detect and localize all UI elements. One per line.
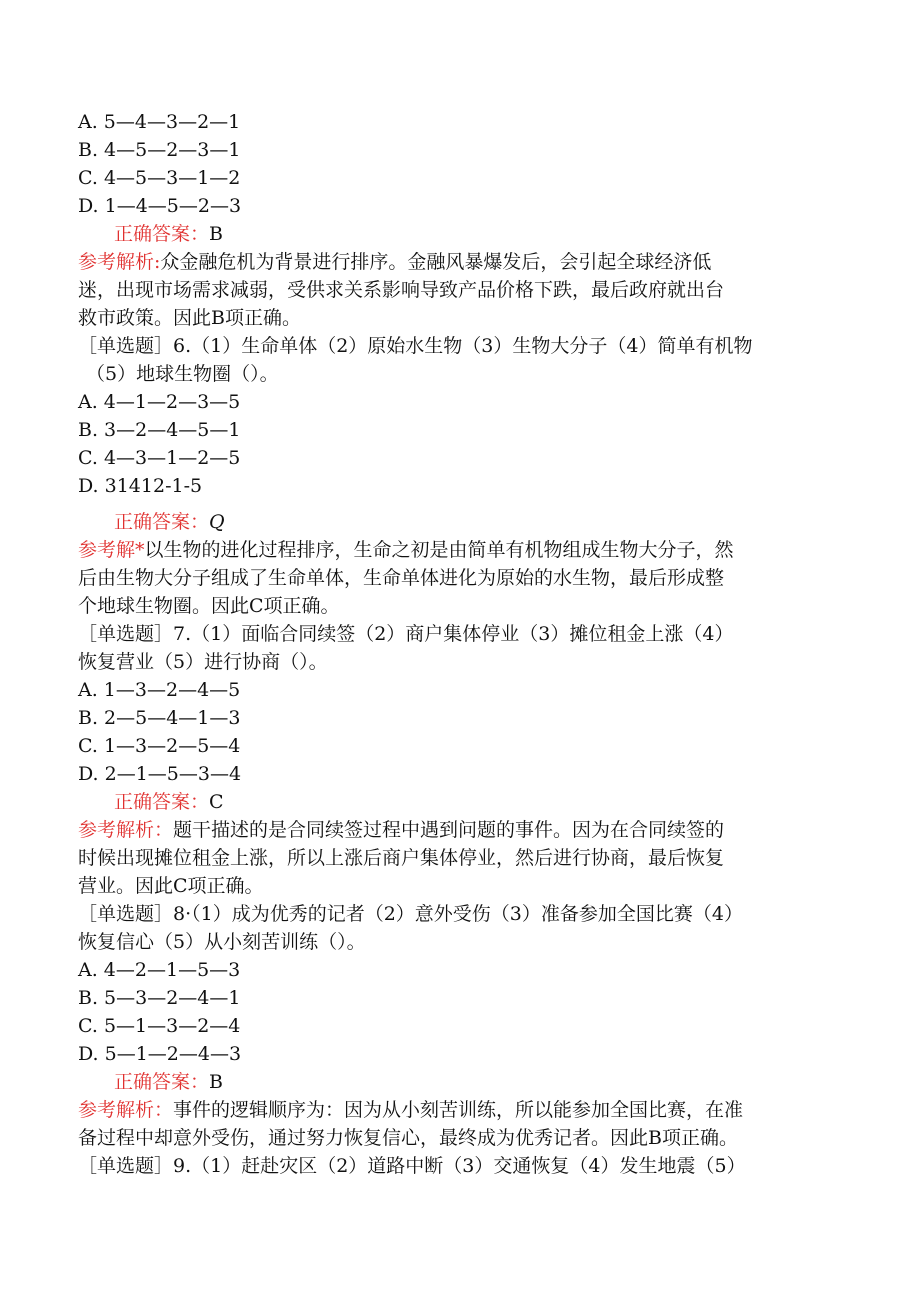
answer-label: 正确答案： bbox=[114, 791, 210, 813]
correct-answer bbox=[78, 508, 878, 536]
question-stem-line-1: ［单选题］6.（1）生命单体（2）原始水生物（3）生物大分子（4）简单有机物 bbox=[78, 335, 753, 357]
option-c: C. 4—5—3—1—2 bbox=[78, 167, 241, 189]
analysis-line-1 bbox=[78, 536, 878, 564]
question-stem-line-1: ［单选题］9.（1）赶赴灾区（2）道路中断（3）交通恢复（4）发生地震（5） bbox=[78, 1155, 746, 1177]
option-d: D. 1—4—5—2—3 bbox=[78, 195, 242, 217]
analysis-label: 参考解析： bbox=[78, 1099, 174, 1121]
analysis-line-2: 时候出现摊位租金上涨，所以上涨后商户集体停业，然后进行协商，最后恢复 bbox=[78, 847, 725, 869]
correct-answer bbox=[78, 220, 878, 248]
analysis-line-1 bbox=[78, 816, 878, 844]
analysis-line-2: 备过程中却意外受伤，通过努力恢复信心，最终成为优秀记者。因此B项正确。 bbox=[78, 1127, 738, 1149]
option-d: D. 31412-1-5 bbox=[78, 475, 203, 497]
answer-value: Q bbox=[209, 511, 225, 533]
analysis-text: 众金融危机为背景进行排序。金融风暴爆发后，会引起全球经济低 bbox=[160, 251, 712, 273]
analysis-line-2: 迷，出现市场需求减弱，受供求关系影响导致产品价格下跌，最后政府就出台 bbox=[78, 279, 725, 301]
answer-label: 正确答案： bbox=[114, 1071, 210, 1093]
question-stem-line-2: 恢复营业（5）进行协商（）。 bbox=[78, 651, 328, 673]
question-stem-line-1: ［单选题］7.（1）面临合同续签（2）商户集体停业（3）摊位租金上涨（4） bbox=[78, 623, 734, 645]
correct-answer bbox=[78, 788, 878, 816]
question-stem-line-1: ［单选题］8·（1）成为优秀的记者（2）意外受伤（3）准备参加全国比赛（4） bbox=[78, 903, 743, 925]
option-d: D. 2—1—5—3—4 bbox=[78, 763, 242, 785]
option-d: D. 5—1—2—4—3 bbox=[78, 1043, 242, 1065]
analysis-line-3: 救市政策。因此B项正确。 bbox=[78, 307, 301, 329]
answer-label: 正确答案： bbox=[114, 511, 210, 533]
question-7 bbox=[78, 620, 878, 900]
analysis-line-3: 营业。因此C项正确。 bbox=[78, 875, 264, 897]
option-a: A. 4—2—1—5—3 bbox=[78, 959, 241, 981]
option-b: B. 4—5—2—3—1 bbox=[78, 139, 241, 161]
option-c: C. 5—1—3—2—4 bbox=[78, 1015, 241, 1037]
question-stem-line-2: 恢复信心（5）从小刻苦训练（）。 bbox=[78, 931, 366, 953]
question-stem-line-2: （5）地球生物圈（）。 bbox=[86, 363, 279, 385]
analysis-label: 参考解* bbox=[78, 539, 145, 561]
option-c: C. 4—3—1—2—5 bbox=[78, 447, 241, 469]
analysis-line-3: 个地球生物圈。因此C项正确。 bbox=[78, 595, 340, 617]
option-b: B. 5—3—2—4—1 bbox=[78, 987, 241, 1009]
option-a: A. 4—1—2—3—5 bbox=[78, 391, 241, 413]
prev-question bbox=[78, 108, 878, 332]
answer-value: B bbox=[209, 1071, 223, 1093]
analysis-label: 参考解析: bbox=[78, 251, 161, 273]
answer-value: C bbox=[209, 791, 224, 813]
analysis-label: 参考解析： bbox=[78, 819, 174, 841]
analysis-line-1 bbox=[78, 248, 878, 276]
answer-value: B bbox=[209, 223, 223, 245]
analysis-text: 题干描述的是合同续签过程中遇到问题的事件。因为在合同续签的 bbox=[173, 819, 725, 841]
option-a: A. 1—3—2—4—5 bbox=[78, 679, 241, 701]
option-a: A. 5—4—3—2—1 bbox=[78, 111, 241, 133]
correct-answer bbox=[78, 1068, 878, 1096]
document-page bbox=[78, 108, 878, 1180]
analysis-text: 事件的逻辑顺序为：因为从小刻苦训练，所以能参加全国比赛，在准 bbox=[173, 1099, 744, 1121]
option-b: B. 3—2—4—5—1 bbox=[78, 419, 241, 441]
analysis-line-1 bbox=[78, 1096, 878, 1124]
question-9 bbox=[78, 1152, 878, 1180]
answer-label: 正确答案： bbox=[114, 223, 210, 245]
analysis-text: 以生物的进化过程排序，生命之初是由简单有机物组成生物大分子，然 bbox=[144, 539, 734, 561]
analysis-line-2: 后由生物大分子组成了生命单体，生命单体进化为原始的水生物，最后形成整 bbox=[78, 567, 725, 589]
question-6 bbox=[78, 332, 878, 620]
option-c: C. 1—3—2—5—4 bbox=[78, 735, 241, 757]
option-b: B. 2—5—4—1—3 bbox=[78, 707, 241, 729]
question-8 bbox=[78, 900, 878, 1152]
